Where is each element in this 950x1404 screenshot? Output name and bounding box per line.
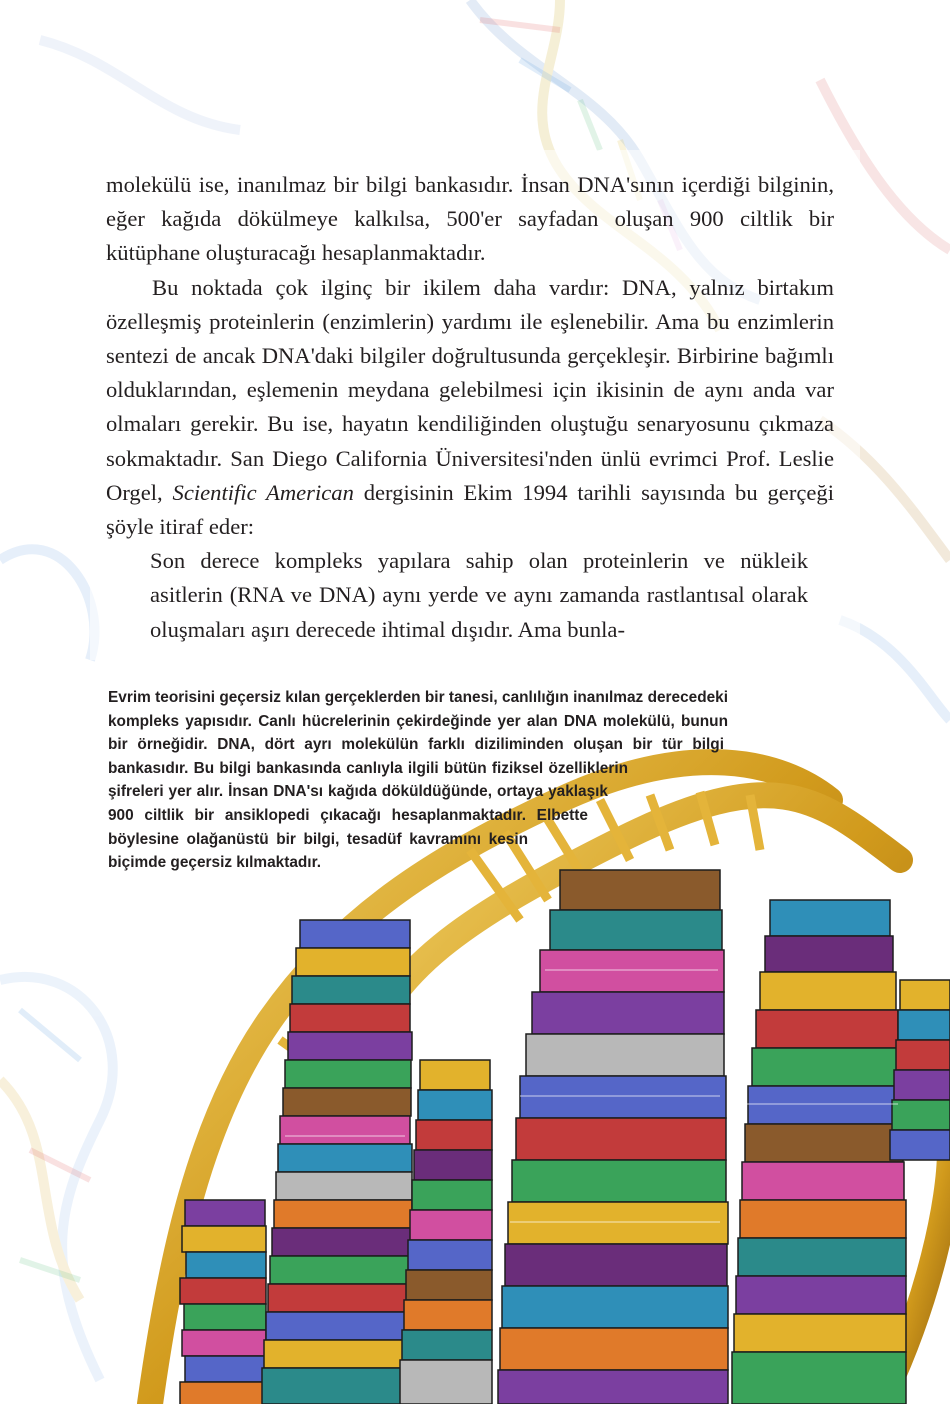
figure-caption: Evrim teorisini geçersiz kılan gerçeklerden bir tanesi, canlılığın inanılmaz derecedeki kompleks yapısıdır. Canlı hücrelerinin çekirdeğinde yer alan DNA molekülü, bunun bir örneğidir. DNA, dört ayrı molekülün farklı diziliminden oluşan bir tür bilgi bankasıdır. Bu bilgi bankasında canlıyla ilgili bütün fiziksel özelliklerin şifreleri yer alır. İnsan DNA'sı kağıda döküldüğünde, ortaya yaklaşık 900 ciltlik bir ansiklopedi çıkacağı hesaplanmaktadır. Elbette böylesine olağanüstü bir bilgi, tesadüf kavramını kesin biçimde geçersiz kılmaktadır.	[108, 689, 728, 872]
main-body-text	[106, 168, 834, 647]
journal-title: Scientific American	[172, 479, 354, 505]
paragraph-1: molekülü ise, inanılmaz bir bilgi bankasıdır. İnsan DNA'sının içerdiği bilginin, eğer kağıda dökülmeye kalkılsa, 500'er sayfadan oluşan 900 ciltlik bir kütüphane oluşturacağı hesaplanmaktadır.	[106, 172, 834, 266]
book-stack-far-left	[180, 1200, 266, 1404]
book-stack-center-side	[400, 1060, 492, 1404]
paragraph-2	[106, 271, 834, 545]
paragraph-2-text: Bu noktada çok ilginç bir ikilem daha vardır: DNA, yalnız birtakım özelleşmiş proteinlerin (enzimlerin) yardımı ile eşlenebilir. Ama bu enzimlerin sentezi de ancak DNA'daki bilgiler doğrultusunda gerçekleşir. Birbirine bağımlı olduklarından, eşlemenin meydana gelebilmesi için ikisinin de aynı anda var olmaları gerekir. Bu ise, hayatın kendiliğinden oluştuğu senaryosunu çıkmaza sokmaktadır. San Diego California Üniversitesi'nden ünlü evrimci Prof. Leslie Orgel,	[106, 274, 834, 505]
orgel-quote: Son derece kompleks yapılara sahip olan proteinlerin ve nükleik asitlerin (RNA ve DNA) aynı yerde ve aynı zamanda rastlantısal olarak oluşmaları aşırı derecede ihtimal dışıdır. Ama bunla-	[150, 548, 808, 642]
book-stack-far-right	[890, 980, 950, 1160]
paragraph-2-end: dergisinin Ekim 1994 tarihli sayısında bu gerçeği şöyle itiraf eder:	[106, 479, 834, 540]
book-stack-right	[732, 900, 906, 1404]
figure-caption-block	[108, 686, 728, 1016]
